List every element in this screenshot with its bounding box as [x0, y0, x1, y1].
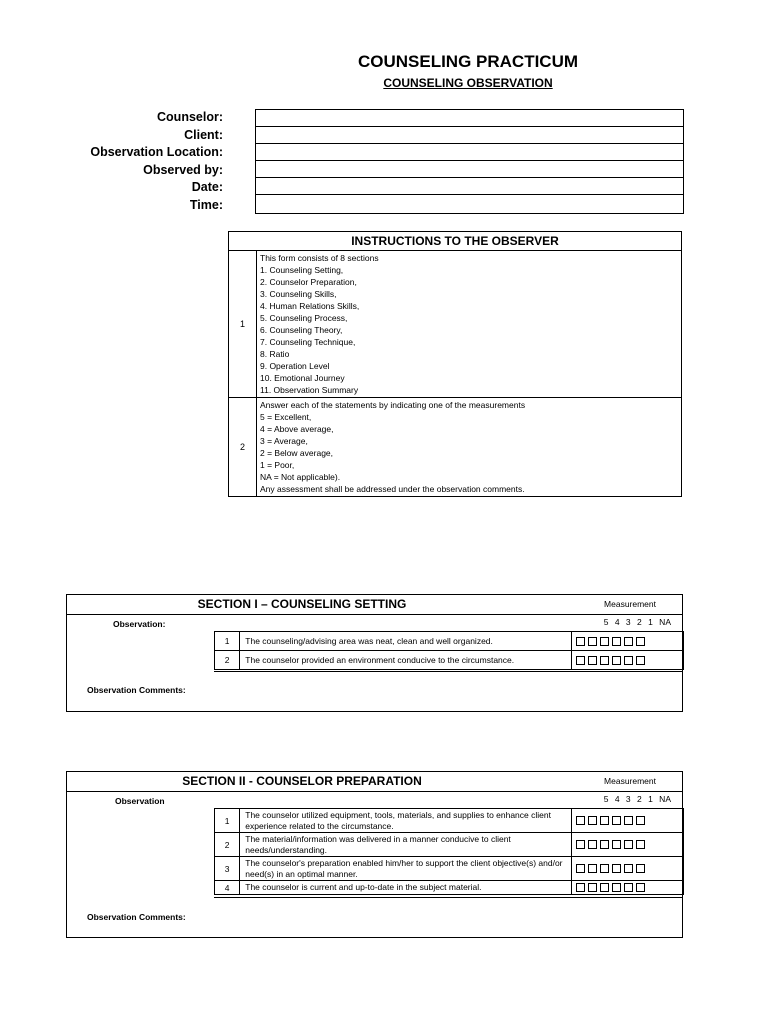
rating-1-checkbox[interactable]	[624, 864, 633, 873]
rating-3-checkbox[interactable]	[600, 840, 609, 849]
rating-3-checkbox[interactable]	[600, 637, 609, 646]
location-field[interactable]	[256, 144, 683, 161]
rating-5-checkbox[interactable]	[576, 816, 585, 825]
instruction-line: 4. Human Relations Skills,	[260, 301, 360, 311]
rating-boxes	[572, 833, 684, 857]
rating-2-checkbox[interactable]	[612, 840, 621, 849]
section-1-counseling-setting	[66, 594, 683, 712]
instruction-line: 11. Observation Summary	[260, 385, 359, 395]
item-row	[215, 881, 684, 895]
rating-4-checkbox[interactable]	[588, 864, 597, 873]
rating-1-checkbox[interactable]	[624, 840, 633, 849]
item-number: 3	[215, 857, 240, 881]
instruction-line: 2. Counselor Preparation,	[260, 277, 357, 287]
section-header	[67, 595, 682, 615]
item-number: 2	[215, 651, 240, 670]
rating-3-checkbox[interactable]	[600, 656, 609, 665]
rating-2-checkbox[interactable]	[612, 656, 621, 665]
rating-1-checkbox[interactable]	[624, 883, 633, 892]
instruction-line: Any assessment shall be addressed under the observation comments.	[260, 484, 525, 494]
rating-1-checkbox[interactable]	[624, 816, 633, 825]
observation-label: Observation	[115, 796, 165, 806]
instruction-line: 9. Operation Level	[260, 361, 330, 371]
date-label: Date:	[191, 180, 223, 194]
instruction-line: Answer each of the statements by indicating one of the measurements	[260, 400, 526, 410]
client-label: Client:	[184, 127, 223, 142]
rating-2-checkbox[interactable]	[612, 883, 621, 892]
observation-comments-label: Observation Comments:	[87, 685, 186, 695]
section-header	[67, 772, 682, 792]
divider	[214, 897, 682, 898]
rating-3-checkbox[interactable]	[600, 883, 609, 892]
section-title: SECTION II - COUNSELOR PREPARATION	[182, 774, 422, 788]
measurement-scale: 5 4 3 2 1 NA	[603, 794, 671, 804]
instruction-line: 8. Ratio	[260, 349, 290, 359]
rating-boxes	[572, 857, 684, 881]
rating-na-checkbox[interactable]	[636, 656, 645, 665]
client-field[interactable]	[256, 127, 683, 144]
section-2-counselor-preparation	[66, 771, 683, 938]
measurement-label: Measurement	[604, 776, 656, 786]
item-statement: The counseling/advising area was neat, clean and well organized.	[240, 632, 572, 651]
observed-by-label: Observed by:	[143, 162, 223, 177]
rating-na-checkbox[interactable]	[636, 840, 645, 849]
rating-na-checkbox[interactable]	[636, 816, 645, 825]
instruction-line: 1 = Poor,	[260, 460, 295, 470]
instruction-line: 4 = Above average,	[260, 424, 334, 434]
rating-boxes	[572, 809, 684, 833]
instruction-line: This form consists of 8 sections	[260, 253, 379, 263]
time-field[interactable]	[256, 195, 683, 213]
page-title: COUNSELING PRACTICUM	[357, 52, 579, 71]
rating-na-checkbox[interactable]	[636, 864, 645, 873]
section-title: SECTION I – COUNSELING SETTING	[197, 597, 407, 611]
instructions-table	[228, 231, 682, 497]
instruction-line: 3. Counseling Skills,	[260, 289, 337, 299]
rating-5-checkbox[interactable]	[576, 883, 585, 892]
rating-2-checkbox[interactable]	[612, 816, 621, 825]
rating-4-checkbox[interactable]	[588, 816, 597, 825]
item-number: 1	[215, 809, 240, 833]
instruction-line: NA = Not applicable).	[260, 472, 341, 482]
item-number: 2	[215, 833, 240, 857]
rating-4-checkbox[interactable]	[588, 637, 597, 646]
rating-4-checkbox[interactable]	[588, 656, 597, 665]
item-statement: The counselor provided an environment conducive to the circumstance.	[240, 651, 572, 670]
instruction-line: 1. Counseling Setting,	[260, 265, 344, 275]
item-statement: The counselor is current and up-to-date in the subject material.	[240, 881, 572, 895]
rating-2-checkbox[interactable]	[612, 637, 621, 646]
instruction-text-2	[257, 398, 682, 497]
item-number: 1	[215, 632, 240, 651]
rating-boxes	[572, 881, 684, 895]
item-row	[215, 632, 684, 651]
item-row	[215, 833, 684, 857]
page-subtitle: COUNSELING OBSERVATION	[383, 76, 553, 90]
instruction-line: 7. Counseling Technique,	[260, 337, 356, 347]
item-statement: The material/information was delivered in a manner conducive to client needs/understanding.	[240, 833, 572, 857]
rating-5-checkbox[interactable]	[576, 840, 585, 849]
rating-boxes	[572, 651, 684, 670]
item-row	[215, 651, 684, 670]
rating-4-checkbox[interactable]	[588, 840, 597, 849]
counselor-field[interactable]	[256, 110, 683, 127]
instruction-line: 6. Counseling Theory,	[260, 325, 343, 335]
rating-5-checkbox[interactable]	[576, 656, 585, 665]
item-row	[215, 857, 684, 881]
instruction-number: 1	[229, 251, 257, 398]
rating-na-checkbox[interactable]	[636, 637, 645, 646]
instruction-number: 2	[229, 398, 257, 497]
section-1-items	[214, 631, 684, 670]
rating-5-checkbox[interactable]	[576, 864, 585, 873]
instruction-text-1	[257, 251, 682, 398]
item-statement: The counselor utilized equipment, tools, materials, and supplies to enhance client experience related to the circumstance.	[240, 809, 572, 833]
date-field[interactable]	[256, 178, 683, 195]
measurement-label: Measurement	[604, 599, 656, 609]
rating-boxes	[572, 632, 684, 651]
divider	[214, 671, 682, 672]
rating-3-checkbox[interactable]	[600, 816, 609, 825]
counselor-label: Counselor:	[157, 110, 223, 124]
item-number: 4	[215, 881, 240, 895]
instruction-line: 5. Counseling Process,	[260, 313, 348, 323]
rating-1-checkbox[interactable]	[624, 656, 633, 665]
section-2-items	[214, 808, 684, 895]
instructions-heading: INSTRUCTIONS TO THE OBSERVER	[229, 232, 682, 251]
observation-label: Observation:	[113, 619, 166, 629]
rating-3-checkbox[interactable]	[600, 864, 609, 873]
rating-na-checkbox[interactable]	[636, 883, 645, 892]
item-statement: The counselor's preparation enabled him/her to support the client objective(s) and/or need(s) in an optimal manner.	[240, 857, 572, 881]
time-label: Time:	[189, 197, 223, 212]
instruction-line: 5 = Excellent,	[260, 412, 312, 422]
rating-5-checkbox[interactable]	[576, 637, 585, 646]
item-row	[215, 809, 684, 833]
header-labels	[60, 109, 223, 214]
header-fields	[255, 109, 684, 214]
instruction-line: 2 = Below average,	[260, 448, 334, 458]
instruction-line: 10. Emotional Journey	[260, 373, 345, 383]
observation-comments-label: Observation Comments:	[87, 912, 186, 922]
location-label: Observation Location:	[90, 145, 223, 159]
instruction-line: 3 = Average,	[260, 436, 308, 446]
rating-2-checkbox[interactable]	[612, 864, 621, 873]
rating-1-checkbox[interactable]	[624, 637, 633, 646]
rating-4-checkbox[interactable]	[588, 883, 597, 892]
measurement-scale: 5 4 3 2 1 NA	[603, 617, 671, 627]
observed-by-field[interactable]	[256, 161, 683, 178]
